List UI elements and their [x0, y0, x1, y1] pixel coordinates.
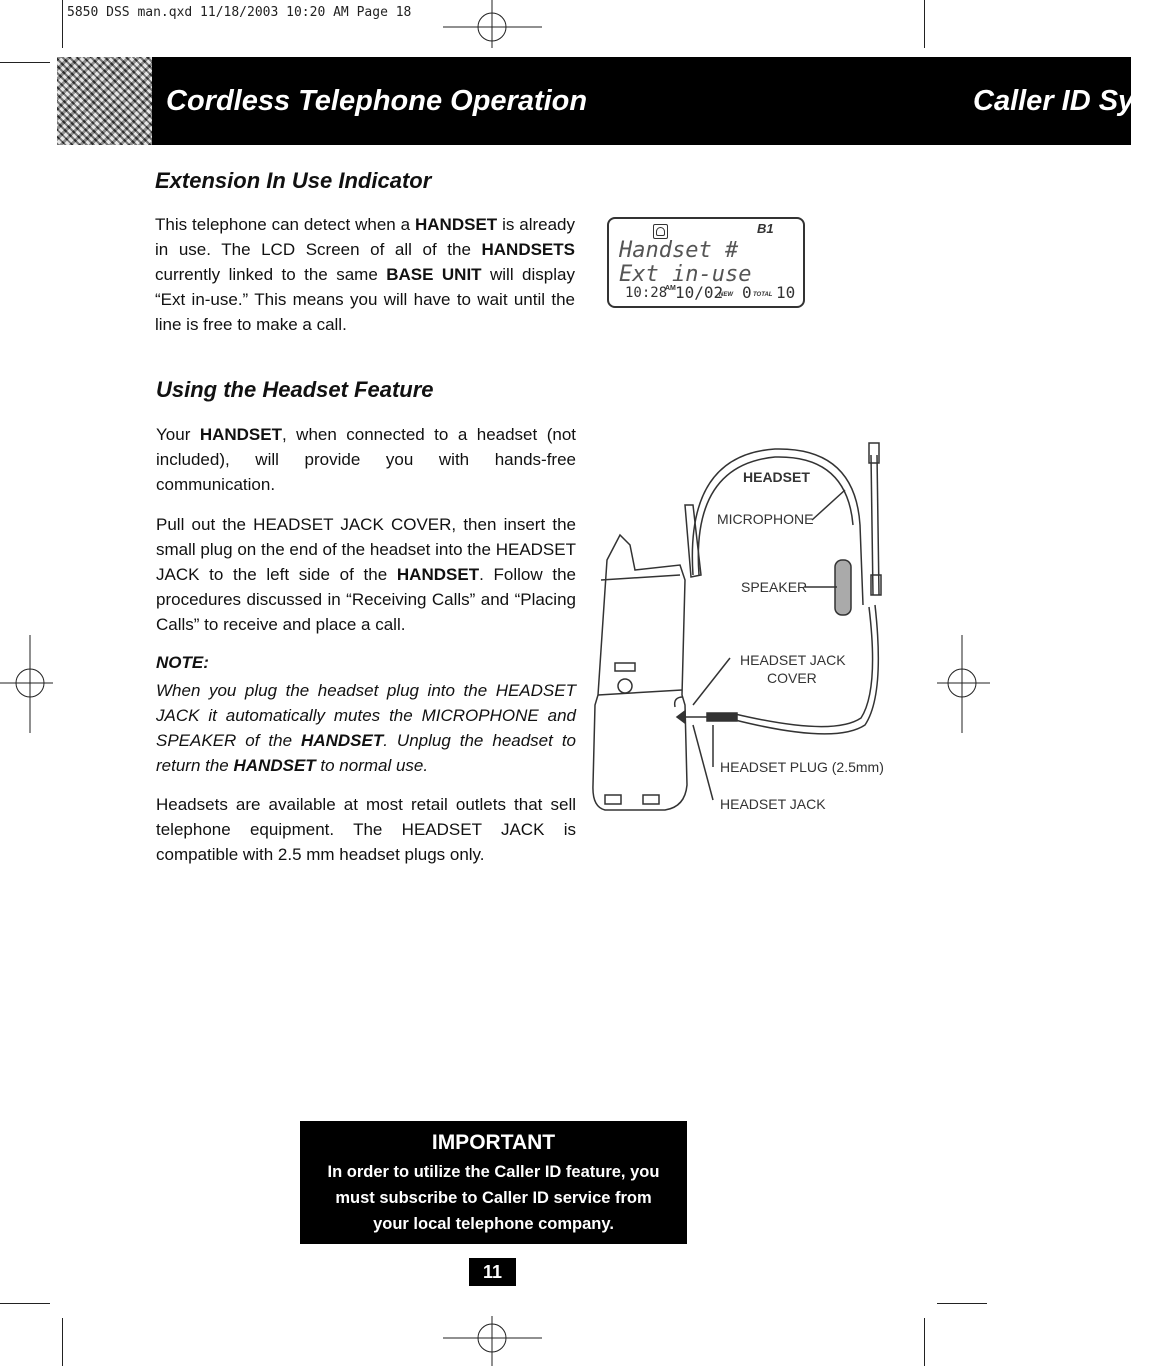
headset-diagram	[585, 435, 895, 835]
label-microphone: MICROPHONE	[717, 511, 814, 527]
page-number: 11	[469, 1258, 516, 1286]
header-title: Cordless Telephone Operation	[166, 85, 588, 117]
important-line-3: your local telephone company.	[373, 1215, 614, 1233]
registration-mark-right	[935, 635, 990, 735]
paragraph-headset-steps: Pull out the HEADSET JACK COVER, then insert the small plug on the end of the headset into the HEADSET JACK to the left side of the HANDSET. Follow the procedures discussed in “Receiving Calls” and “Placing Calls” to receive and place a call.	[156, 515, 576, 634]
registration-mark-bottom	[440, 1316, 545, 1366]
paragraph-extension: This telephone can detect when a HANDSET is already in use. The LCD Screen of all of the HANDSETS currently linked to the same BASE UNIT will display “Ext in-use.” This means you will have to wait until the line is free to make a call.	[155, 215, 575, 334]
important-notice	[300, 1121, 687, 1244]
lcd-display	[607, 217, 805, 308]
label-headset-jack: HEADSET JACK	[720, 796, 826, 812]
crop-mark	[62, 0, 63, 48]
label-jack-cover-1: HEADSET JACK	[740, 652, 846, 668]
lcd-time: 10:28	[625, 285, 668, 301]
lcd-line-1: Handset #	[619, 238, 739, 263]
note-heading: NOTE:	[156, 653, 209, 672]
lcd-new-label: NEW	[719, 292, 733, 298]
paragraph-headset-intro: Your HANDSET, when connected to a headset (not included), will provide you with hands-free communication.	[156, 425, 576, 494]
important-title: IMPORTANT	[431, 1131, 556, 1154]
crop-mark	[0, 62, 50, 63]
crop-mark	[62, 1318, 63, 1366]
crop-mark	[924, 0, 925, 48]
phone-icon	[653, 224, 668, 239]
printer-slug: 5850 DSS man.qxd 11/18/2003 10:20 AM Page 18	[67, 5, 412, 20]
label-jack-cover-2: COVER	[767, 670, 817, 686]
crop-mark	[924, 1318, 925, 1366]
lcd-total-label: TOTAL	[753, 292, 773, 298]
lcd-date: 10/02	[675, 283, 724, 302]
section-heading-headset: Using the Headset Feature	[156, 377, 434, 402]
lcd-indicator: B1	[757, 221, 774, 236]
important-line-2: must subscribe to Caller ID service from	[335, 1189, 652, 1207]
crop-mark	[0, 1303, 50, 1304]
crop-mark	[937, 1303, 987, 1304]
registration-mark-top	[440, 0, 545, 50]
lcd-new-count: 0	[742, 283, 752, 302]
note-text: When you plug the headset plug into the HEADSET JACK it automatically mutes the MICROPHONE and SPEAKER of the HANDSET. Unplug the headset to return the HANDSET to normal use.	[156, 681, 577, 775]
lcd-line-2: Ext in-use	[619, 262, 752, 287]
registration-mark-left	[0, 635, 55, 735]
label-speaker: SPEAKER	[741, 579, 808, 595]
lcd-total-count: 10	[776, 283, 796, 302]
header-title-right: Caller ID Sys	[973, 85, 1150, 117]
important-line-1: In order to utilize the Caller ID feature, you	[327, 1163, 660, 1181]
label-headset-plug: HEADSET PLUG (2.5mm)	[720, 759, 884, 775]
paragraph-headset-availability: Headsets are available at most retail outlets that sell telephone equipment. The HEADSET JACK is compatible with 2.5 mm headset plugs only.	[156, 795, 576, 864]
lcd-ampm: AM	[665, 285, 676, 292]
section-heading-extension: Extension In Use Indicator	[155, 168, 432, 193]
label-headset: HEADSET	[743, 469, 810, 485]
